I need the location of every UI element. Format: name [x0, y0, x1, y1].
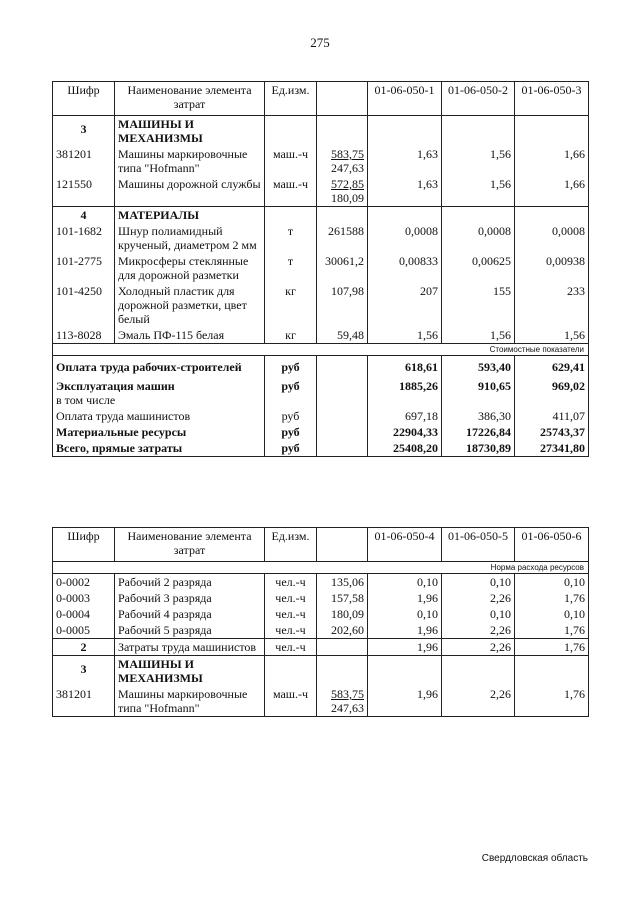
row-code: 2 [53, 639, 115, 656]
row-unit: чел.-ч [265, 574, 317, 591]
cost-value-2: 386,30 [442, 408, 515, 424]
section-row [53, 207, 589, 224]
row-value-2: 0,10 [442, 606, 515, 622]
row-value-2: 2,26 [442, 686, 515, 717]
header-col-2: 01-06-050-2 [442, 82, 515, 116]
row-value-1: 1,63 [368, 146, 442, 176]
row-name: Микросферы стеклянные для дорожной разметки [115, 253, 265, 283]
row-name: Машины маркировочные типа "Hofmann" [115, 686, 265, 717]
section-title: МАШИНЫ И МЕХАНИЗМЫ [115, 116, 265, 147]
row-unit: т [265, 253, 317, 283]
price-primary: 583,75 [331, 687, 364, 701]
row-value-3: 1,76 [515, 686, 589, 717]
cost-row [53, 408, 589, 424]
row-unit: кг [265, 327, 317, 344]
row-value-2: 2,26 [442, 622, 515, 639]
row-code: 101-2775 [53, 253, 115, 283]
row-price: 59,48 [317, 327, 368, 344]
row-value-3: 1,76 [515, 622, 589, 639]
row-value-3: 1,66 [515, 176, 589, 207]
row-value-3: 233 [515, 283, 589, 327]
row-code: 381201 [53, 146, 115, 176]
table-row [53, 686, 589, 717]
row-value-1: 1,96 [368, 639, 442, 656]
cost-value-3: 969,02 [515, 375, 589, 408]
row-name: Машины маркировочные типа "Hofmann" [115, 146, 265, 176]
row-value-2: 1,56 [442, 176, 515, 207]
table-row [53, 223, 589, 253]
header-col-4: 01-06-050-4 [368, 528, 442, 562]
cost-unit: руб [265, 408, 317, 424]
cost-value-1: 1885,26 [368, 375, 442, 408]
row-value-1: 207 [368, 283, 442, 327]
price-secondary: 247,63 [331, 161, 364, 175]
resource-table-2 [52, 527, 589, 717]
row-name: Рабочий 2 разряда [115, 574, 265, 591]
row-unit: маш.-ч [265, 146, 317, 176]
section-code: 3 [53, 656, 115, 687]
row-value-1: 0,10 [368, 574, 442, 591]
row-price: 135,06 [317, 574, 368, 591]
cost-row [53, 424, 589, 440]
table-row [53, 639, 589, 656]
row-value-3: 1,76 [515, 590, 589, 606]
cost-value-1: 25408,20 [368, 440, 442, 457]
row-unit: кг [265, 283, 317, 327]
section-code: 3 [53, 116, 115, 147]
row-code: 101-4250 [53, 283, 115, 327]
cost-name: Оплата труда рабочих-строителей [53, 356, 265, 376]
cost-value-3: 411,07 [515, 408, 589, 424]
cost-row [53, 440, 589, 457]
header-name: Наименование элемента затрат [115, 82, 265, 116]
price-secondary: 247,63 [331, 701, 364, 715]
row-code: 0-0004 [53, 606, 115, 622]
band-label: Норма расхода ресурсов [53, 562, 589, 574]
row-name: Рабочий 4 разряда [115, 606, 265, 622]
page-number: 275 [310, 35, 330, 50]
cost-name: Эксплуатация машин [56, 379, 175, 393]
table-row [53, 327, 589, 344]
row-value-2: 0,0008 [442, 223, 515, 253]
row-code: 0-0003 [53, 590, 115, 606]
cost-unit: руб [265, 375, 317, 408]
row-value-2: 1,56 [442, 327, 515, 344]
cost-value-2: 593,40 [442, 356, 515, 376]
row-value-3: 1,76 [515, 639, 589, 656]
row-name: Холодный пластик для дорожной разметки, цвет белый [115, 283, 265, 327]
row-code: 121550 [53, 176, 115, 207]
cost-value-1: 22904,33 [368, 424, 442, 440]
row-value-2: 2,26 [442, 590, 515, 606]
resource-table-1 [52, 81, 589, 457]
row-code: 0-0005 [53, 622, 115, 639]
row-value-3: 1,66 [515, 146, 589, 176]
row-name: Машины дорожной службы [115, 176, 265, 207]
row-value-3: 0,0008 [515, 223, 589, 253]
row-value-3: 1,56 [515, 327, 589, 344]
section-row [53, 116, 589, 147]
row-price: 30061,2 [317, 253, 368, 283]
row-unit: чел.-ч [265, 622, 317, 639]
resource-norm-band [53, 562, 589, 574]
row-value-1: 1,96 [368, 686, 442, 717]
row-price: 157,58 [317, 590, 368, 606]
cost-name-cell [53, 375, 265, 408]
row-value-2: 2,26 [442, 639, 515, 656]
cost-value-2: 17226,84 [442, 424, 515, 440]
header-code: Шифр [53, 528, 115, 562]
row-name: Затраты труда машинистов [115, 639, 265, 656]
table-row [53, 253, 589, 283]
row-price [317, 686, 368, 717]
table-header [53, 528, 589, 562]
header-col-3: 01-06-050-3 [515, 82, 589, 116]
cost-indicators-band [53, 344, 589, 356]
row-unit: маш.-ч [265, 176, 317, 207]
table-row [53, 176, 589, 207]
row-name: Эмаль ПФ-115 белая [115, 327, 265, 344]
cost-value-3: 25743,37 [515, 424, 589, 440]
row-value-2: 1,56 [442, 146, 515, 176]
header-col-6: 01-06-050-6 [515, 528, 589, 562]
cost-value-1: 618,61 [368, 356, 442, 376]
row-value-1: 0,00833 [368, 253, 442, 283]
cost-unit: руб [265, 424, 317, 440]
table-row [53, 606, 589, 622]
header-price [317, 528, 368, 562]
header-price [317, 82, 368, 116]
header-unit: Ед.изм. [265, 82, 317, 116]
table-row [53, 622, 589, 639]
table-row [53, 590, 589, 606]
row-value-1: 1,63 [368, 176, 442, 207]
region-footer: Свердловская область [481, 853, 588, 864]
row-value-1: 0,10 [368, 606, 442, 622]
row-value-1: 1,56 [368, 327, 442, 344]
header-col-5: 01-06-050-5 [442, 528, 515, 562]
cost-value-3: 27341,80 [515, 440, 589, 457]
row-name: Шнур полиамидный крученый, диаметром 2 мм [115, 223, 265, 253]
cost-name: Оплата труда машинистов [53, 408, 265, 424]
row-unit: т [265, 223, 317, 253]
row-price: 107,98 [317, 283, 368, 327]
row-code: 0-0002 [53, 574, 115, 591]
header-unit: Ед.изм. [265, 528, 317, 562]
row-price [317, 176, 368, 207]
table-header [53, 82, 589, 116]
row-price [317, 146, 368, 176]
row-value-2: 0,10 [442, 574, 515, 591]
row-name: Рабочий 3 разряда [115, 590, 265, 606]
cost-value-3: 629,41 [515, 356, 589, 376]
table-row [53, 574, 589, 591]
row-code: 113-8028 [53, 327, 115, 344]
section-row [53, 656, 589, 687]
row-price: 261588 [317, 223, 368, 253]
row-value-3: 0,00938 [515, 253, 589, 283]
header-name: Наименование элемента затрат [115, 528, 265, 562]
row-value-2: 155 [442, 283, 515, 327]
row-price: 202,60 [317, 622, 368, 639]
row-value-3: 0,10 [515, 606, 589, 622]
section-title: МАТЕРИАЛЫ [115, 207, 265, 224]
row-name: Рабочий 5 разряда [115, 622, 265, 639]
header-col-1: 01-06-050-1 [368, 82, 442, 116]
section-title: МАШИНЫ И МЕХАНИЗМЫ [115, 656, 265, 687]
cost-row [53, 375, 589, 408]
band-label: Стоимостные показатели [53, 344, 589, 356]
cost-row [53, 356, 589, 376]
row-code: 381201 [53, 686, 115, 717]
cost-subnote: в том числе [56, 393, 116, 407]
cost-unit: руб [265, 440, 317, 457]
row-value-1: 0,0008 [368, 223, 442, 253]
row-unit: чел.-ч [265, 639, 317, 656]
price-primary: 572,85 [331, 177, 364, 191]
cost-value-1: 697,18 [368, 408, 442, 424]
price-secondary: 180,09 [331, 191, 364, 205]
section-code: 4 [53, 207, 115, 224]
row-unit: маш.-ч [265, 686, 317, 717]
cost-unit: руб [265, 356, 317, 376]
cost-name: Всего, прямые затраты [53, 440, 265, 457]
row-value-3: 0,10 [515, 574, 589, 591]
cost-name: Материальные ресурсы [53, 424, 265, 440]
price-primary: 583,75 [331, 147, 364, 161]
table-row [53, 146, 589, 176]
row-code: 101-1682 [53, 223, 115, 253]
table-row [53, 283, 589, 327]
cost-value-2: 910,65 [442, 375, 515, 408]
row-value-2: 0,00625 [442, 253, 515, 283]
row-value-1: 1,96 [368, 590, 442, 606]
row-unit: чел.-ч [265, 590, 317, 606]
row-unit: чел.-ч [265, 606, 317, 622]
row-value-1: 1,96 [368, 622, 442, 639]
cost-value-2: 18730,89 [442, 440, 515, 457]
header-code: Шифр [53, 82, 115, 116]
row-price: 180,09 [317, 606, 368, 622]
